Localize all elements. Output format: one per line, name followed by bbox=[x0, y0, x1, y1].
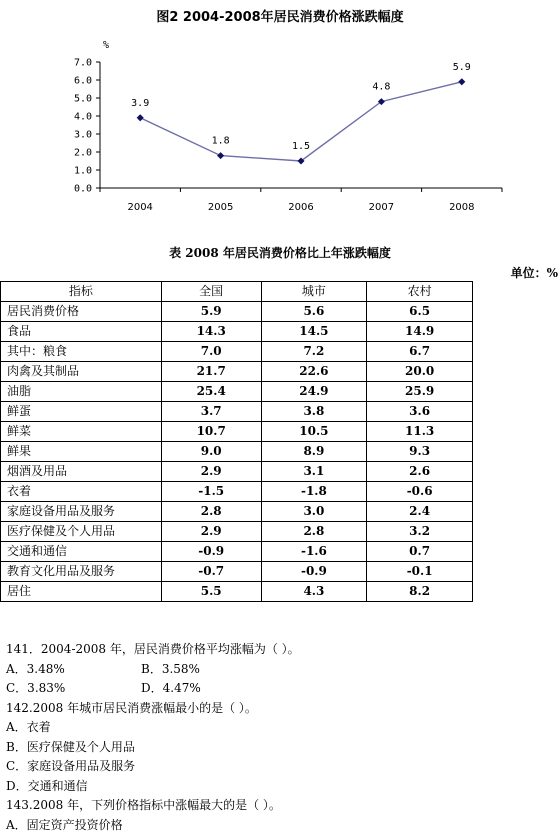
y-tick-label: 5.0 bbox=[73, 93, 92, 105]
row-label: 油脂 bbox=[1, 382, 162, 402]
header-indicator: 指标 bbox=[1, 282, 162, 302]
question-141-options-row1 bbox=[6, 660, 546, 680]
data-label: 1.8 bbox=[211, 135, 230, 147]
value-urban: 24.9 bbox=[261, 382, 367, 402]
option-142-a: A．衣着 bbox=[6, 720, 51, 734]
value-rural: 8.2 bbox=[367, 582, 473, 602]
value-rural: 3.2 bbox=[367, 522, 473, 542]
value-urban: 5.6 bbox=[261, 302, 367, 322]
table-row bbox=[1, 542, 473, 562]
value-urban: 8.9 bbox=[261, 442, 367, 462]
option-143-a: A．固定资产投资价格 bbox=[6, 817, 123, 832]
table-title: 表 2008 年居民消费价格比上年涨跌幅度 bbox=[169, 246, 391, 260]
table-row bbox=[1, 302, 473, 322]
value-national: -0.7 bbox=[161, 562, 261, 582]
value-national: -1.5 bbox=[161, 482, 261, 502]
y-tick-label: 0.0 bbox=[73, 183, 92, 195]
table-row bbox=[1, 482, 473, 502]
data-point bbox=[137, 114, 144, 121]
value-national: 2.8 bbox=[161, 502, 261, 522]
value-urban: 2.8 bbox=[261, 522, 367, 542]
row-label: 食品 bbox=[1, 322, 162, 342]
table-row bbox=[1, 462, 473, 482]
data-point bbox=[217, 152, 224, 159]
unit-label: 单位：% bbox=[510, 266, 558, 280]
row-label: 鲜蛋 bbox=[1, 402, 162, 422]
value-rural: 6.7 bbox=[367, 342, 473, 362]
row-label: 家庭设备用品及服务 bbox=[1, 502, 162, 522]
value-national: 2.9 bbox=[161, 522, 261, 542]
row-label: 其中：粮食 bbox=[1, 342, 162, 362]
value-urban: 14.5 bbox=[261, 322, 367, 342]
table-header-row bbox=[1, 282, 473, 302]
question-141-options-row2 bbox=[6, 679, 546, 699]
data-label: 1.5 bbox=[291, 141, 311, 152]
option-142-c: C．家庭设备用品及服务 bbox=[6, 759, 136, 773]
value-urban: 3.0 bbox=[261, 502, 367, 522]
row-label: 衣着 bbox=[1, 482, 162, 502]
row-label: 交通和通信 bbox=[1, 542, 162, 562]
value-urban: -1.8 bbox=[261, 482, 367, 502]
table-row bbox=[1, 362, 473, 382]
data-label: 5.9 bbox=[452, 61, 471, 73]
option-142-b: B．医疗保健及个人用品 bbox=[6, 739, 135, 754]
row-label: 鲜菜 bbox=[1, 422, 162, 442]
value-rural: -0.1 bbox=[367, 562, 473, 582]
option-141-a: A．3.48% bbox=[6, 661, 65, 676]
option-142-d: D．交通和通信 bbox=[6, 778, 88, 793]
value-national: 21.7 bbox=[161, 362, 261, 382]
table-row bbox=[1, 522, 473, 542]
table-row bbox=[1, 422, 473, 442]
y-tick-label: 6.0 bbox=[73, 75, 92, 87]
header-rural: 农村 bbox=[367, 282, 473, 302]
value-national: 7.0 bbox=[161, 342, 261, 362]
row-label: 鲜果 bbox=[1, 442, 162, 462]
value-national: 3.7 bbox=[161, 402, 261, 422]
value-rural: 20.0 bbox=[367, 362, 473, 382]
value-rural: 6.5 bbox=[367, 302, 473, 322]
x-tick-label: 2007 bbox=[368, 202, 395, 213]
question-142: 142.2008 年城市居民消费涨幅最小的是（ ）。 bbox=[6, 700, 257, 715]
table-row bbox=[1, 562, 473, 582]
y-tick-label: 7.0 bbox=[73, 57, 92, 69]
value-urban: 7.2 bbox=[261, 342, 367, 362]
table-row bbox=[1, 582, 473, 602]
value-urban: 10.5 bbox=[261, 422, 367, 442]
chart-title: 图2 2004-2008年居民消费价格涨跌幅度 bbox=[156, 10, 404, 25]
value-national: 25.4 bbox=[161, 382, 261, 402]
value-national: 10.7 bbox=[161, 422, 261, 442]
value-urban: 3.1 bbox=[261, 462, 367, 482]
value-urban: 4.3 bbox=[261, 582, 367, 602]
value-national: 5.9 bbox=[161, 302, 261, 322]
table-row bbox=[1, 442, 473, 462]
value-rural: 0.7 bbox=[367, 542, 473, 562]
value-national: 5.5 bbox=[161, 582, 261, 602]
option-141-c: C．3.83% bbox=[6, 681, 66, 695]
header-national: 全国 bbox=[161, 282, 261, 302]
x-tick-label: 2008 bbox=[449, 202, 475, 213]
questions bbox=[6, 640, 546, 835]
x-tick-label: 2006 bbox=[288, 202, 314, 213]
table-row bbox=[1, 342, 473, 362]
value-rural: 3.6 bbox=[367, 402, 473, 422]
row-label: 烟酒及用品 bbox=[1, 462, 162, 482]
value-urban: -0.9 bbox=[261, 562, 367, 582]
x-tick-label: 2004 bbox=[127, 202, 153, 213]
data-label: 4.8 bbox=[372, 81, 391, 93]
value-rural: 2.4 bbox=[367, 502, 473, 522]
value-rural: 11.3 bbox=[367, 422, 473, 442]
y-tick-label: 4.0 bbox=[73, 111, 92, 123]
x-tick-label: 2005 bbox=[207, 202, 234, 213]
header-urban: 城市 bbox=[261, 282, 367, 302]
value-national: -0.9 bbox=[161, 542, 261, 562]
row-label: 肉禽及其制品 bbox=[1, 362, 162, 382]
row-label: 医疗保健及个人用品 bbox=[1, 522, 162, 542]
value-rural: -0.6 bbox=[367, 482, 473, 502]
value-rural: 14.9 bbox=[367, 322, 473, 342]
option-141-d: D．4.47% bbox=[141, 681, 201, 695]
value-rural: 9.3 bbox=[367, 442, 473, 462]
table-row bbox=[1, 382, 473, 402]
y-tick-label: 3.0 bbox=[73, 129, 92, 141]
row-label: 居民消费价格 bbox=[1, 302, 162, 322]
y-tick-label: 2.0 bbox=[73, 147, 92, 159]
table-row bbox=[1, 322, 473, 342]
question-141: 141．2004-2008 年，居民消费价格平均涨幅为（ ）。 bbox=[6, 642, 300, 656]
value-urban: 3.8 bbox=[261, 402, 367, 422]
row-label: 教育文化用品及服务 bbox=[1, 562, 162, 582]
value-urban: -1.6 bbox=[261, 542, 367, 562]
y-unit-label: % bbox=[102, 40, 110, 51]
value-national: 9.0 bbox=[161, 442, 261, 462]
table-row bbox=[1, 402, 473, 422]
data-point bbox=[458, 78, 465, 85]
value-national: 2.9 bbox=[161, 462, 261, 482]
price-table bbox=[0, 281, 473, 602]
option-141-b: B．3.58% bbox=[141, 661, 200, 676]
value-rural: 25.9 bbox=[367, 382, 473, 402]
line-chart bbox=[0, 0, 560, 240]
value-national: 14.3 bbox=[161, 322, 261, 342]
row-label: 居住 bbox=[1, 582, 162, 602]
data-label: 3.9 bbox=[131, 97, 150, 109]
value-rural: 2.6 bbox=[367, 462, 473, 482]
table-row bbox=[1, 502, 473, 522]
question-143: 143.2008 年，下列价格指标中涨幅最大的是（ ）。 bbox=[6, 798, 281, 812]
value-urban: 22.6 bbox=[261, 362, 367, 382]
y-tick-label: 1.0 bbox=[73, 165, 92, 177]
